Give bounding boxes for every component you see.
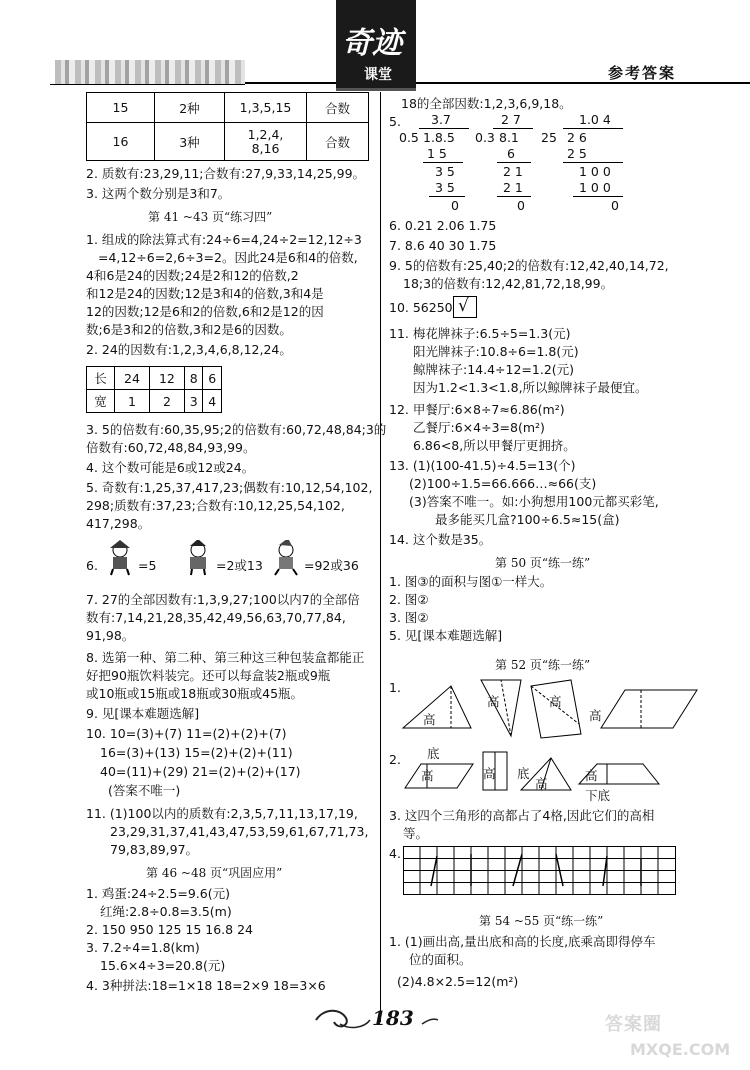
table-cell: 1,3,5,15	[224, 93, 306, 123]
table-cell: 6	[203, 367, 222, 390]
page-header	[0, 0, 750, 92]
height-figures-row-1	[401, 678, 721, 740]
answer-line: 10. 56250	[389, 300, 453, 315]
answer-line: 1. 组成的除法算式有:24÷6=4,24÷2=12,12÷3	[86, 232, 362, 247]
figure-label: 高	[535, 776, 548, 791]
grid-figure	[403, 846, 679, 896]
figure-label: 高	[487, 694, 500, 709]
figure-label: 高	[589, 708, 602, 723]
answer-line: 2. 24的因数有:1,2,3,4,6,8,12,24。	[86, 342, 292, 357]
answer-line: 14. 这个数是35。	[389, 532, 492, 547]
answer-line: 6. 0.21 2.06 1.75	[389, 218, 497, 233]
answer-line: 3. 7.2÷4=1.8(km)	[86, 940, 200, 955]
division-step: 0	[451, 198, 459, 213]
dividend: 1.8.5	[423, 130, 455, 145]
divisor: 0.5	[399, 130, 419, 145]
figure-label: 底	[517, 766, 530, 781]
table-cell: 16	[87, 123, 155, 161]
answer-line: =4,12÷6=2,6÷3=2。因此24是6和4的倍数,	[98, 250, 358, 265]
quotient: 3.7	[431, 112, 451, 127]
cartoon-character-2-icon	[182, 540, 214, 576]
answer-line: 18;3的倍数有:12,42,81,72,18,99。	[403, 276, 614, 291]
division-rule	[497, 162, 531, 163]
dimension-table	[86, 366, 222, 413]
answer-line: 79,83,89,97。	[110, 842, 199, 857]
question-number: 2.	[389, 752, 401, 767]
table-cell: 3	[184, 390, 203, 413]
header-title: 参考答案	[608, 64, 677, 82]
division-step: 6	[507, 146, 515, 161]
answer-line: 7. 27的全部因数有:1,3,9,27;100以内7的全部倍	[86, 592, 360, 607]
table-cell: 2	[149, 390, 184, 413]
answer-line: (2)4.8×2.5=12(m²)	[397, 974, 519, 989]
answer-line: 18的全部因数:1,2,3,6,9,18。	[401, 96, 572, 111]
answer-line: 3. 图②	[389, 610, 429, 625]
division-step: 0	[517, 198, 525, 213]
division-rule	[563, 162, 623, 163]
quotient: 1.0 4	[579, 112, 611, 127]
cartoon-character-1-icon	[104, 540, 136, 576]
parallelogram-figure-3	[405, 764, 473, 788]
section-title: 第 46 ~48 页“巩固应用”	[146, 866, 283, 880]
question-number: 1.	[389, 680, 401, 695]
table-cell: 2种	[154, 93, 224, 123]
answer-line: 5. 见[课本难题选解]	[389, 628, 503, 643]
answer-line: 阳光牌袜子:10.8÷6=1.8(元)	[413, 344, 579, 359]
table-cell: 24	[114, 367, 149, 390]
figure-label: 高	[585, 768, 598, 783]
answer-line: 2. 质数有:23,29,11;合数有:27,9,33,14,25,99。	[86, 166, 366, 181]
answer-line: 5. 奇数有:1,25,37,417,23;偶数有:10,12,54,102,	[86, 480, 373, 495]
logo-sub-text: 课堂	[364, 67, 392, 83]
answer-line: 9. 5的倍数有:25,40;2的倍数有:12,42,40,14,72,	[389, 258, 669, 273]
division-bar	[419, 128, 469, 129]
answer-line: 12. 甲餐厅:6×8÷7≈6.86(m²)	[389, 402, 565, 417]
division-step: 1 0 0	[579, 180, 611, 195]
division-rule	[423, 162, 463, 163]
answer-line: 417,298。	[86, 516, 151, 531]
answer-line: 好把90瓶饮料装完。还可以每盒装2瓶或9瓶	[86, 668, 331, 683]
answer-line: 乙餐厅:6×4÷3=8(m²)	[413, 420, 545, 435]
answer-line: 位的面积。	[409, 952, 472, 967]
answer-line: 红绳:2.8÷0.8=3.5(m)	[100, 904, 232, 919]
watermark-text: 答案圈	[605, 1014, 662, 1035]
table-cell: 8	[184, 367, 203, 390]
question-number: 5.	[389, 114, 401, 129]
answer-line: 等。	[403, 826, 429, 841]
table-cell: 合数	[307, 93, 369, 123]
division-bar	[493, 128, 533, 129]
answer-line: (3)答案不唯一。如:小狗想用100元都买彩笔,	[409, 494, 659, 509]
answer-line: 13. (1)(100-41.5)÷4.5=13(个)	[389, 458, 576, 473]
triangle-figure-1	[403, 686, 471, 728]
figure-label: 高	[421, 768, 434, 783]
answer-line: 6.	[86, 558, 98, 573]
answer-line: =92或36	[304, 558, 359, 573]
section-title: 第 50 页“练一练”	[495, 556, 591, 570]
answer-line: 1. 图③的面积与图①一样大。	[389, 574, 553, 589]
answer-line: =2或13	[216, 558, 263, 573]
answer-line: 8. 选第一种、第二种、第三种这三种包装盒都能正	[86, 650, 365, 665]
answer-line: 4. 3种拼法:18=1×18 18=2×9 18=3×6	[86, 978, 326, 993]
answer-line: 9. 见[课本难题选解]	[86, 706, 200, 721]
division-bar	[563, 128, 623, 129]
section-title: 第 41 ~43 页“练习四”	[148, 210, 273, 224]
answer-line: 6.86<8,所以甲餐厅更拥挤。	[413, 438, 576, 453]
division-step: 2 5	[567, 146, 587, 161]
division-step: 3 5	[435, 164, 455, 179]
quotient: 2 7	[501, 112, 521, 127]
factor-table	[86, 92, 369, 161]
answer-line: 和12是24的因数;12是3和4的倍数,3和4是	[86, 286, 324, 301]
division-step: 2 1	[503, 164, 523, 179]
answer-line: 2. 图②	[389, 592, 429, 607]
parallelogram-figure-1	[531, 680, 581, 738]
table-cell: 合数	[307, 123, 369, 161]
answer-line: =5	[138, 558, 157, 573]
page-number: 183	[372, 1006, 414, 1030]
answer-line: 16=(3)+(13) 15=(2)+(2)+(11)	[100, 745, 293, 760]
divisor: 0.3	[475, 130, 495, 145]
table-cell: 1	[114, 390, 149, 413]
answer-line: 4. 这个数可能是6或12或24。	[86, 460, 255, 475]
dividend: 8.1	[499, 130, 519, 145]
table-cell: 3种	[154, 123, 224, 161]
parallelogram-figure-2	[601, 690, 697, 728]
answer-line: 1. (1)画出高,量出底和高的长度,底乘高即得停车	[389, 934, 656, 949]
answer-line: 3. 这四个三角形的高都占了4格,因此它们的高相	[389, 808, 655, 823]
division-step: 1 5	[427, 146, 447, 161]
divisor: 25	[541, 130, 557, 145]
answer-line: 91,98。	[86, 628, 135, 643]
watermark-url: MXQE.COM	[630, 1040, 731, 1059]
answer-line: 23,29,31,37,41,43,47,53,59,61,67,71,73,	[110, 824, 369, 839]
answer-line: (2)100÷1.5=66.666…≈66(支)	[409, 476, 597, 491]
check-mark: √	[458, 296, 469, 316]
table-cell: 4	[203, 390, 222, 413]
answer-line: 数;6是3和2的倍数,3和2是6的因数。	[86, 322, 292, 337]
figure-label: 高	[549, 694, 562, 709]
answer-line: 1. 鸡蛋:24÷2.5=9.6(元)	[86, 886, 230, 901]
answer-line: 11. (1)100以内的质数有:2,3,5,7,11,13,17,19,	[86, 806, 358, 821]
answer-line: 11. 梅花牌袜子:6.5÷5=1.3(元)	[389, 326, 571, 341]
answer-line: 7. 8.6 40 30 1.75	[389, 238, 497, 253]
answer-line: 3. 5的倍数有:60,35,95;2的倍数有:60,72,48,84;3的	[86, 422, 387, 437]
division-rule	[573, 196, 623, 197]
figure-label: 底	[427, 746, 440, 761]
column-divider	[380, 92, 381, 1022]
answer-line: 倍数有:60,72,48,84,93,99。	[86, 440, 256, 455]
answer-line: 12的因数;12是6和2的倍数,6和2是12的因	[86, 304, 324, 319]
height-figures-row-2	[403, 746, 723, 798]
division-rule	[429, 196, 465, 197]
table-cell: 1,2,4, 8,16	[224, 123, 306, 161]
question-number: 4.	[389, 846, 401, 861]
answer-line: 40=(11)+(29) 21=(2)+(2)+(17)	[100, 764, 301, 779]
figure-label: 高	[483, 766, 496, 781]
check-box	[453, 296, 477, 318]
answer-line: 或10瓶或15瓶或18瓶或30瓶或45瓶。	[86, 686, 304, 701]
grid-lines	[403, 846, 676, 895]
table-cell: 宽	[87, 390, 115, 413]
answer-line: 298;质数有:37,23;合数有:10,12,25,54,102,	[86, 498, 345, 513]
header-rule-left	[50, 84, 245, 85]
answer-line: 鲸牌袜子:14.4÷12=1.2(元)	[413, 362, 575, 377]
figure-label: 高	[423, 712, 436, 727]
answer-line: 最多能买几盒?100÷6.5≈15(盒)	[435, 512, 620, 527]
table-cell: 12	[149, 367, 184, 390]
division-step: 3 5	[435, 180, 455, 195]
answer-line: (答案不唯一)	[108, 783, 181, 798]
answer-line: 4和6是24的因数;24是2和12的倍数,2	[86, 268, 299, 283]
cartoon-character-3-icon	[270, 540, 302, 576]
answer-line: 因为1.2<1.3<1.8,所以鲸牌袜子最便宜。	[413, 380, 648, 395]
figure-label: 下底	[585, 788, 611, 803]
decorative-band	[55, 60, 245, 84]
division-rule	[497, 196, 531, 197]
table-cell: 长	[87, 367, 115, 390]
division-step: 2 1	[503, 180, 523, 195]
logo-main-text: 奇迹	[342, 26, 402, 61]
table-cell: 15	[87, 93, 155, 123]
section-title: 第 54 ~55 页“练一练”	[479, 914, 604, 928]
dividend: 2 6	[567, 130, 587, 145]
logo	[336, 0, 416, 91]
division-step: 1 0 0	[579, 164, 611, 179]
answer-line: 15.6×4÷3=20.8(元)	[100, 958, 226, 973]
answer-line: 2. 150 950 125 15 16.8 24	[86, 922, 253, 937]
division-step: 0	[611, 198, 619, 213]
answer-line: 10. 10=(3)+(7) 11=(2)+(2)+(7)	[86, 726, 287, 741]
answer-line: 数有:7,14,21,28,35,42,49,56,63,70,77,84,	[86, 610, 346, 625]
answer-line: 3. 这两个数分别是3和7。	[86, 186, 231, 201]
section-title: 第 52 页“练一练”	[495, 658, 591, 672]
